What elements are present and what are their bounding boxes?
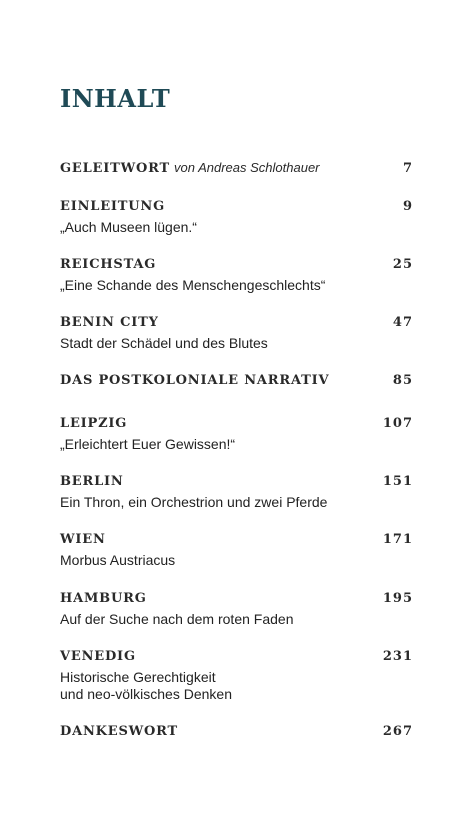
toc-page-number: 107 [382,416,413,431]
toc-subtitle: Stadt der Schädel und des Blutes [60,335,268,351]
toc-entry[interactable] [60,160,413,176]
toc-heading: HAMBURG [60,591,147,606]
toc-page-number: 7 [402,161,413,176]
toc-page-number: 151 [382,474,413,489]
toc-heading: DAS POSTKOLONIALE NARRATIV [60,373,330,388]
toc-heading: GELEITWORT von Andreas Schlothauer [60,160,320,176]
toc-byline: von Andreas Schlothauer [174,160,320,175]
toc-page-number: 195 [382,591,413,606]
toc-heading: BERLIN [60,474,124,489]
toc-entry[interactable] [60,416,413,453]
toc-subtitle: Morbus Austriacus [60,552,176,568]
toc-entry[interactable] [60,199,413,236]
toc-page-number: 47 [392,315,413,330]
toc-heading: EINLEITUNG [60,199,165,214]
toc-heading: WIEN [60,532,106,547]
toc-page-number: 9 [402,199,413,214]
toc-heading: REICHSTAG [60,257,157,272]
toc-entry[interactable] [60,724,413,739]
toc-subtitle: Ein Thron, ein Orchestrion und zwei Pferde [60,494,328,510]
toc-heading: VENEDIG [60,649,136,664]
toc-entry[interactable] [60,649,413,703]
toc-subtitle: „Auch Museen lügen.“ [60,219,197,235]
toc-entry[interactable] [60,315,413,352]
toc-page-number: 231 [382,649,413,664]
toc-page-number: 85 [392,373,413,388]
toc-heading: BENIN CITY [60,315,159,330]
toc-subtitle: Historische Gerechtigkeit und neo-völkisches Denken [60,669,232,702]
page-title: INHALT [60,84,171,113]
toc-page-number: 25 [392,257,413,272]
toc-page-number: 171 [382,532,413,547]
toc-entry[interactable] [60,591,413,628]
toc-page-number: 267 [382,724,413,739]
toc-entry[interactable] [60,373,413,388]
toc-subtitle: Auf der Suche nach dem roten Faden [60,611,294,627]
toc-heading: DANKESWORT [60,724,179,739]
toc-entry[interactable] [60,532,413,569]
toc-subtitle: „Erleichtert Euer Gewissen!“ [60,436,236,452]
toc-heading: LEIPZIG [60,416,128,431]
toc-entry[interactable] [60,257,413,294]
toc-subtitle: „Eine Schande des Menschengeschlechts“ [60,277,326,293]
toc-entry[interactable] [60,474,413,511]
